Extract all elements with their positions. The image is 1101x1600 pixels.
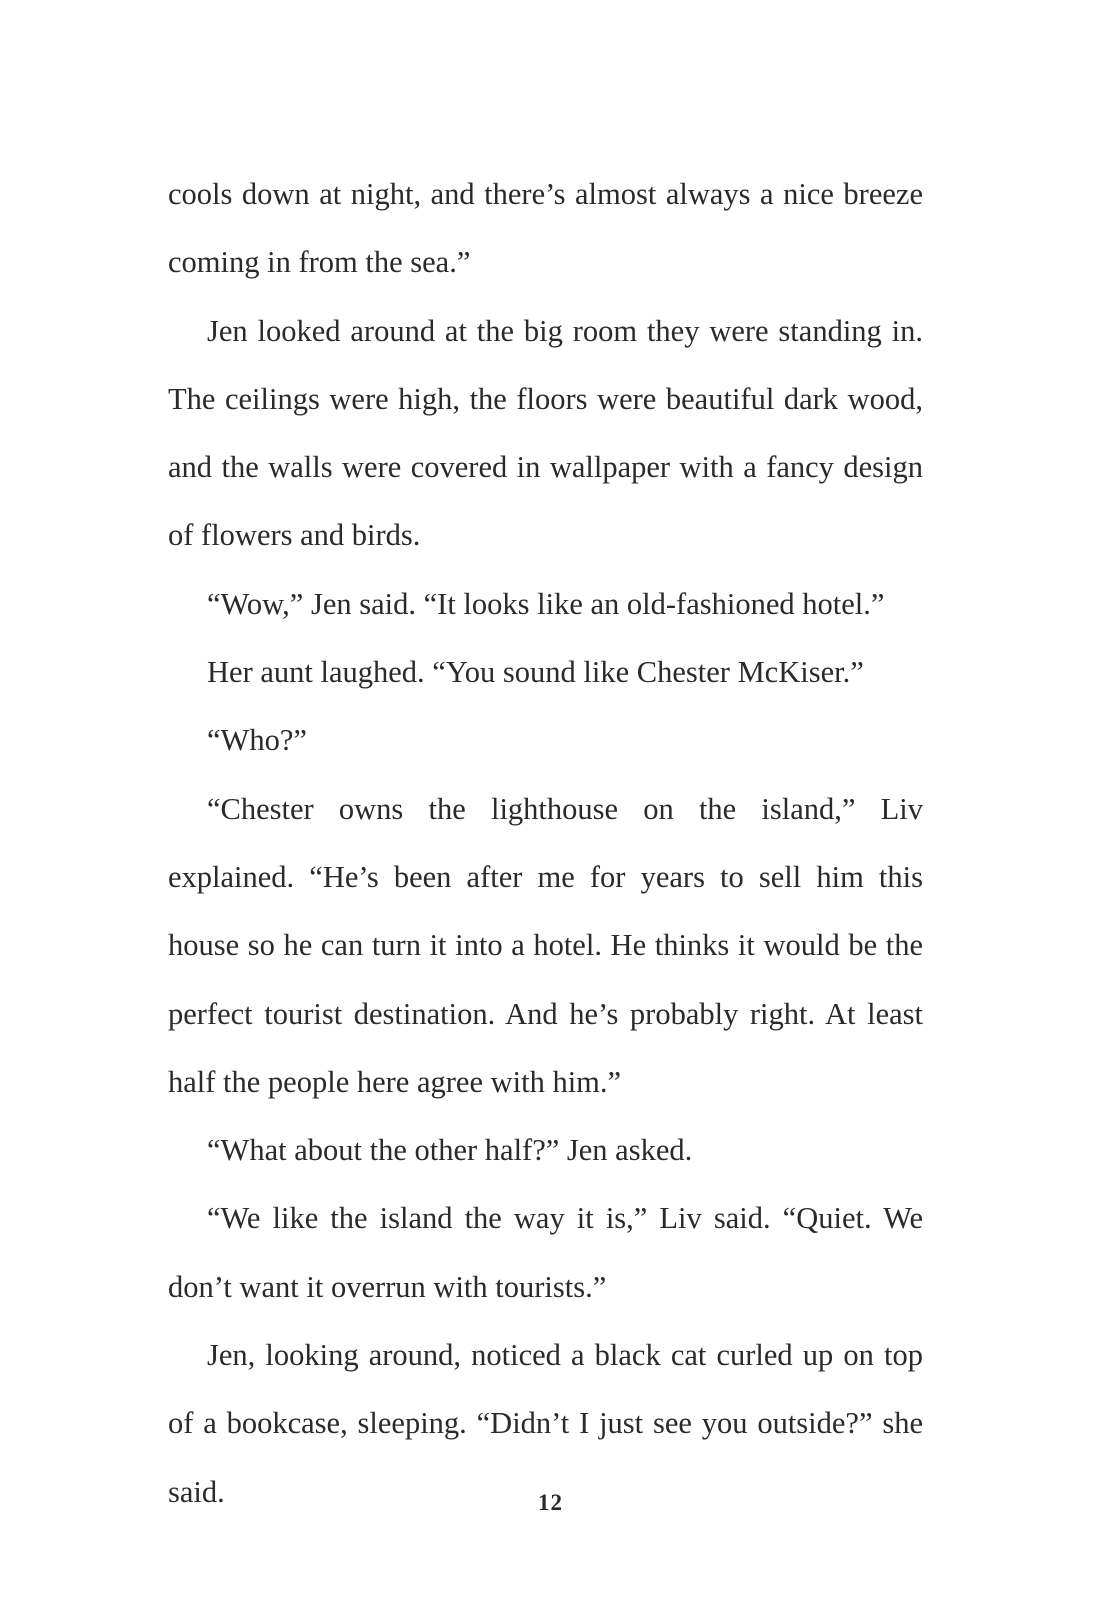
paragraph: Her aunt laughed. “You sound like Chester McKiser.”: [207, 655, 864, 690]
paragraph: Jen looked around at the big room they were standing in. The ceilings were high, the floors were beautiful dark wood, and the walls were covered in wallpaper with a fancy design of flowers and birds.: [168, 313, 923, 553]
page-number: 12: [538, 1490, 563, 1515]
paragraph: “Who?”: [207, 723, 307, 758]
paragraph: “We like the island the way it is,” Liv said. “Quiet. We don’t want it overrun with tourists.”: [168, 1201, 923, 1304]
paragraph-continued: cools down at night, and there’s almost always a nice breeze coming in from the sea.”: [168, 177, 923, 280]
paragraph: “What about the other half?” Jen asked.: [207, 1133, 693, 1168]
paragraph: Jen, looking around, noticed a black cat curled up on top of a bookcase, sleeping. “Didn’t I just see you outside?” she said.: [168, 1338, 923, 1509]
paragraph: “Wow,” Jen said. “It looks like an old-fashioned hotel.”: [207, 586, 885, 621]
body-text: [168, 160, 923, 1526]
paragraph: “Chester owns the lighthouse on the island,” Liv explained. “He’s been after me for years to sell him this house so he can turn it into a hotel. He thinks it would be the perfect tourist destination. And he’s probably right. At least half the people here agree with him.”: [168, 791, 923, 1099]
